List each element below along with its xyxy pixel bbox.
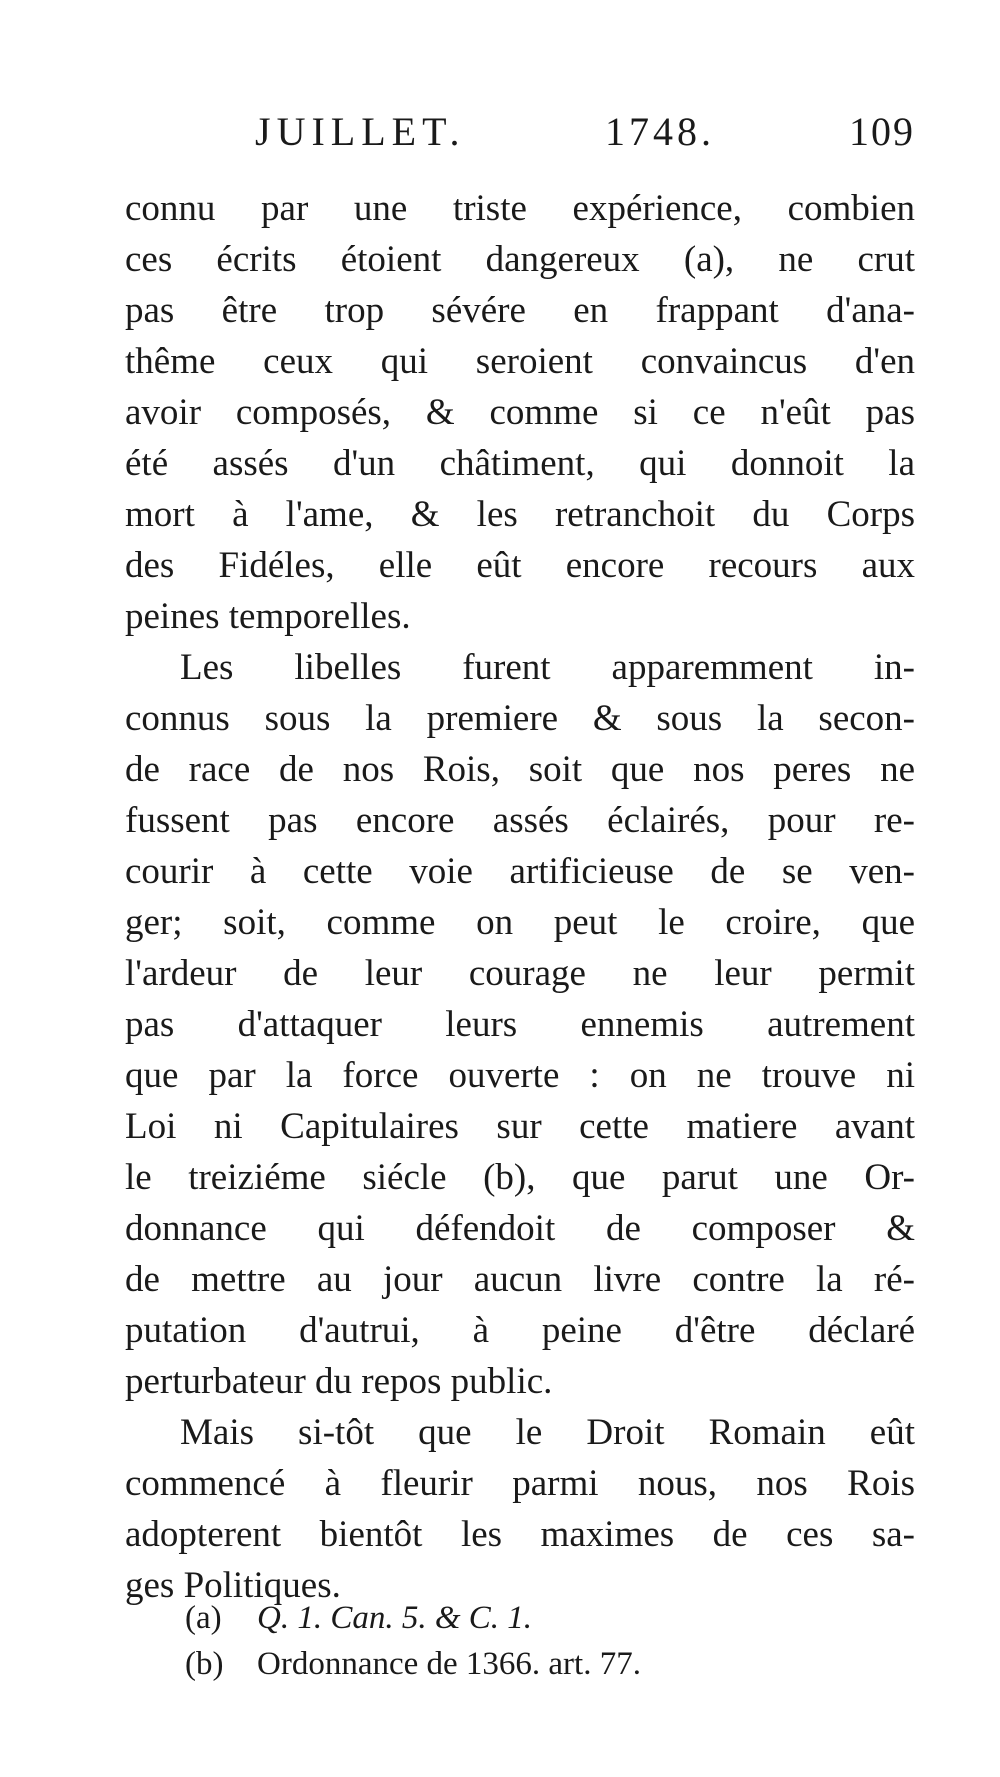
text-line: adopterent bientôt les maximes de ces sa- <box>125 1514 915 1555</box>
footnotes <box>185 1595 885 1687</box>
paragraph-2 <box>125 642 915 1407</box>
running-header <box>255 108 915 168</box>
text-line: avoir composés, & comme si ce n'eût pas <box>125 392 915 433</box>
text-line: ger; soit, comme on peut le croire, que <box>125 902 915 943</box>
text-line: Mais si-tôt que le Droit Romain eût <box>180 1412 915 1453</box>
footnote-b <box>185 1641 885 1687</box>
paragraph-1 <box>125 183 915 642</box>
footnote-a <box>185 1595 885 1641</box>
text-line: connus sous la premiere & sous la secon- <box>125 698 915 739</box>
footnote-text: Ordonnance de 1366. art. 77. <box>257 1646 641 1682</box>
header-month: JUILLET. <box>255 109 466 154</box>
text-line: commencé à fleurir parmi nous, nos Rois <box>125 1463 915 1504</box>
text-line: pas d'attaquer leurs ennemis autrement <box>125 1004 915 1045</box>
text-line: mort à l'ame, & les retranchoit du Corps <box>125 494 915 535</box>
text-line: donnance qui défendoit de composer & <box>125 1208 915 1249</box>
text-line: de race de nos Rois, soit que nos peres ne <box>125 749 915 790</box>
paragraph-3 <box>125 1407 915 1611</box>
page-number: 109 <box>849 109 915 154</box>
text-line: thême ceux qui seroient convaincus d'en <box>125 341 915 382</box>
text-line: peines temporelles. <box>125 596 411 637</box>
footnote-text: Q. 1. Can. 5. & C. 1. <box>257 1600 533 1636</box>
text-line: Les libelles furent apparemment in- <box>180 647 915 688</box>
text-line: le treiziéme siécle (b), que parut une Or- <box>125 1157 915 1198</box>
body-text <box>125 183 915 1611</box>
text-line: l'ardeur de leur courage ne leur permit <box>125 953 915 994</box>
text-line: Loi ni Capitulaires sur cette matiere avant <box>125 1106 915 1147</box>
text-line: des Fidéles, elle eût encore recours aux <box>125 545 915 586</box>
text-line: perturbateur du repos public. <box>125 1361 553 1402</box>
text-line: ges Politiques. <box>125 1565 341 1606</box>
footnote-mark: (a) <box>185 1600 222 1636</box>
text-line: connu par une triste expérience, combien <box>125 188 915 229</box>
text-line: ces écrits étoient dangereux (a), ne crut <box>125 239 915 280</box>
footnote-mark: (b) <box>185 1646 224 1682</box>
text-line: pas être trop sévére en frappant d'ana- <box>125 290 915 331</box>
header-year: 1748. <box>605 109 715 154</box>
text-line: que par la force ouverte : on ne trouve ni <box>125 1055 915 1096</box>
text-line: de mettre au jour aucun livre contre la ré- <box>125 1259 915 1300</box>
text-line: fussent pas encore assés éclairés, pour re- <box>125 800 915 841</box>
text-line: putation d'autrui, à peine d'être déclaré <box>125 1310 915 1351</box>
text-line: été assés d'un châtiment, qui donnoit la <box>125 443 915 484</box>
text-line: courir à cette voie artificieuse de se ven- <box>125 851 915 892</box>
